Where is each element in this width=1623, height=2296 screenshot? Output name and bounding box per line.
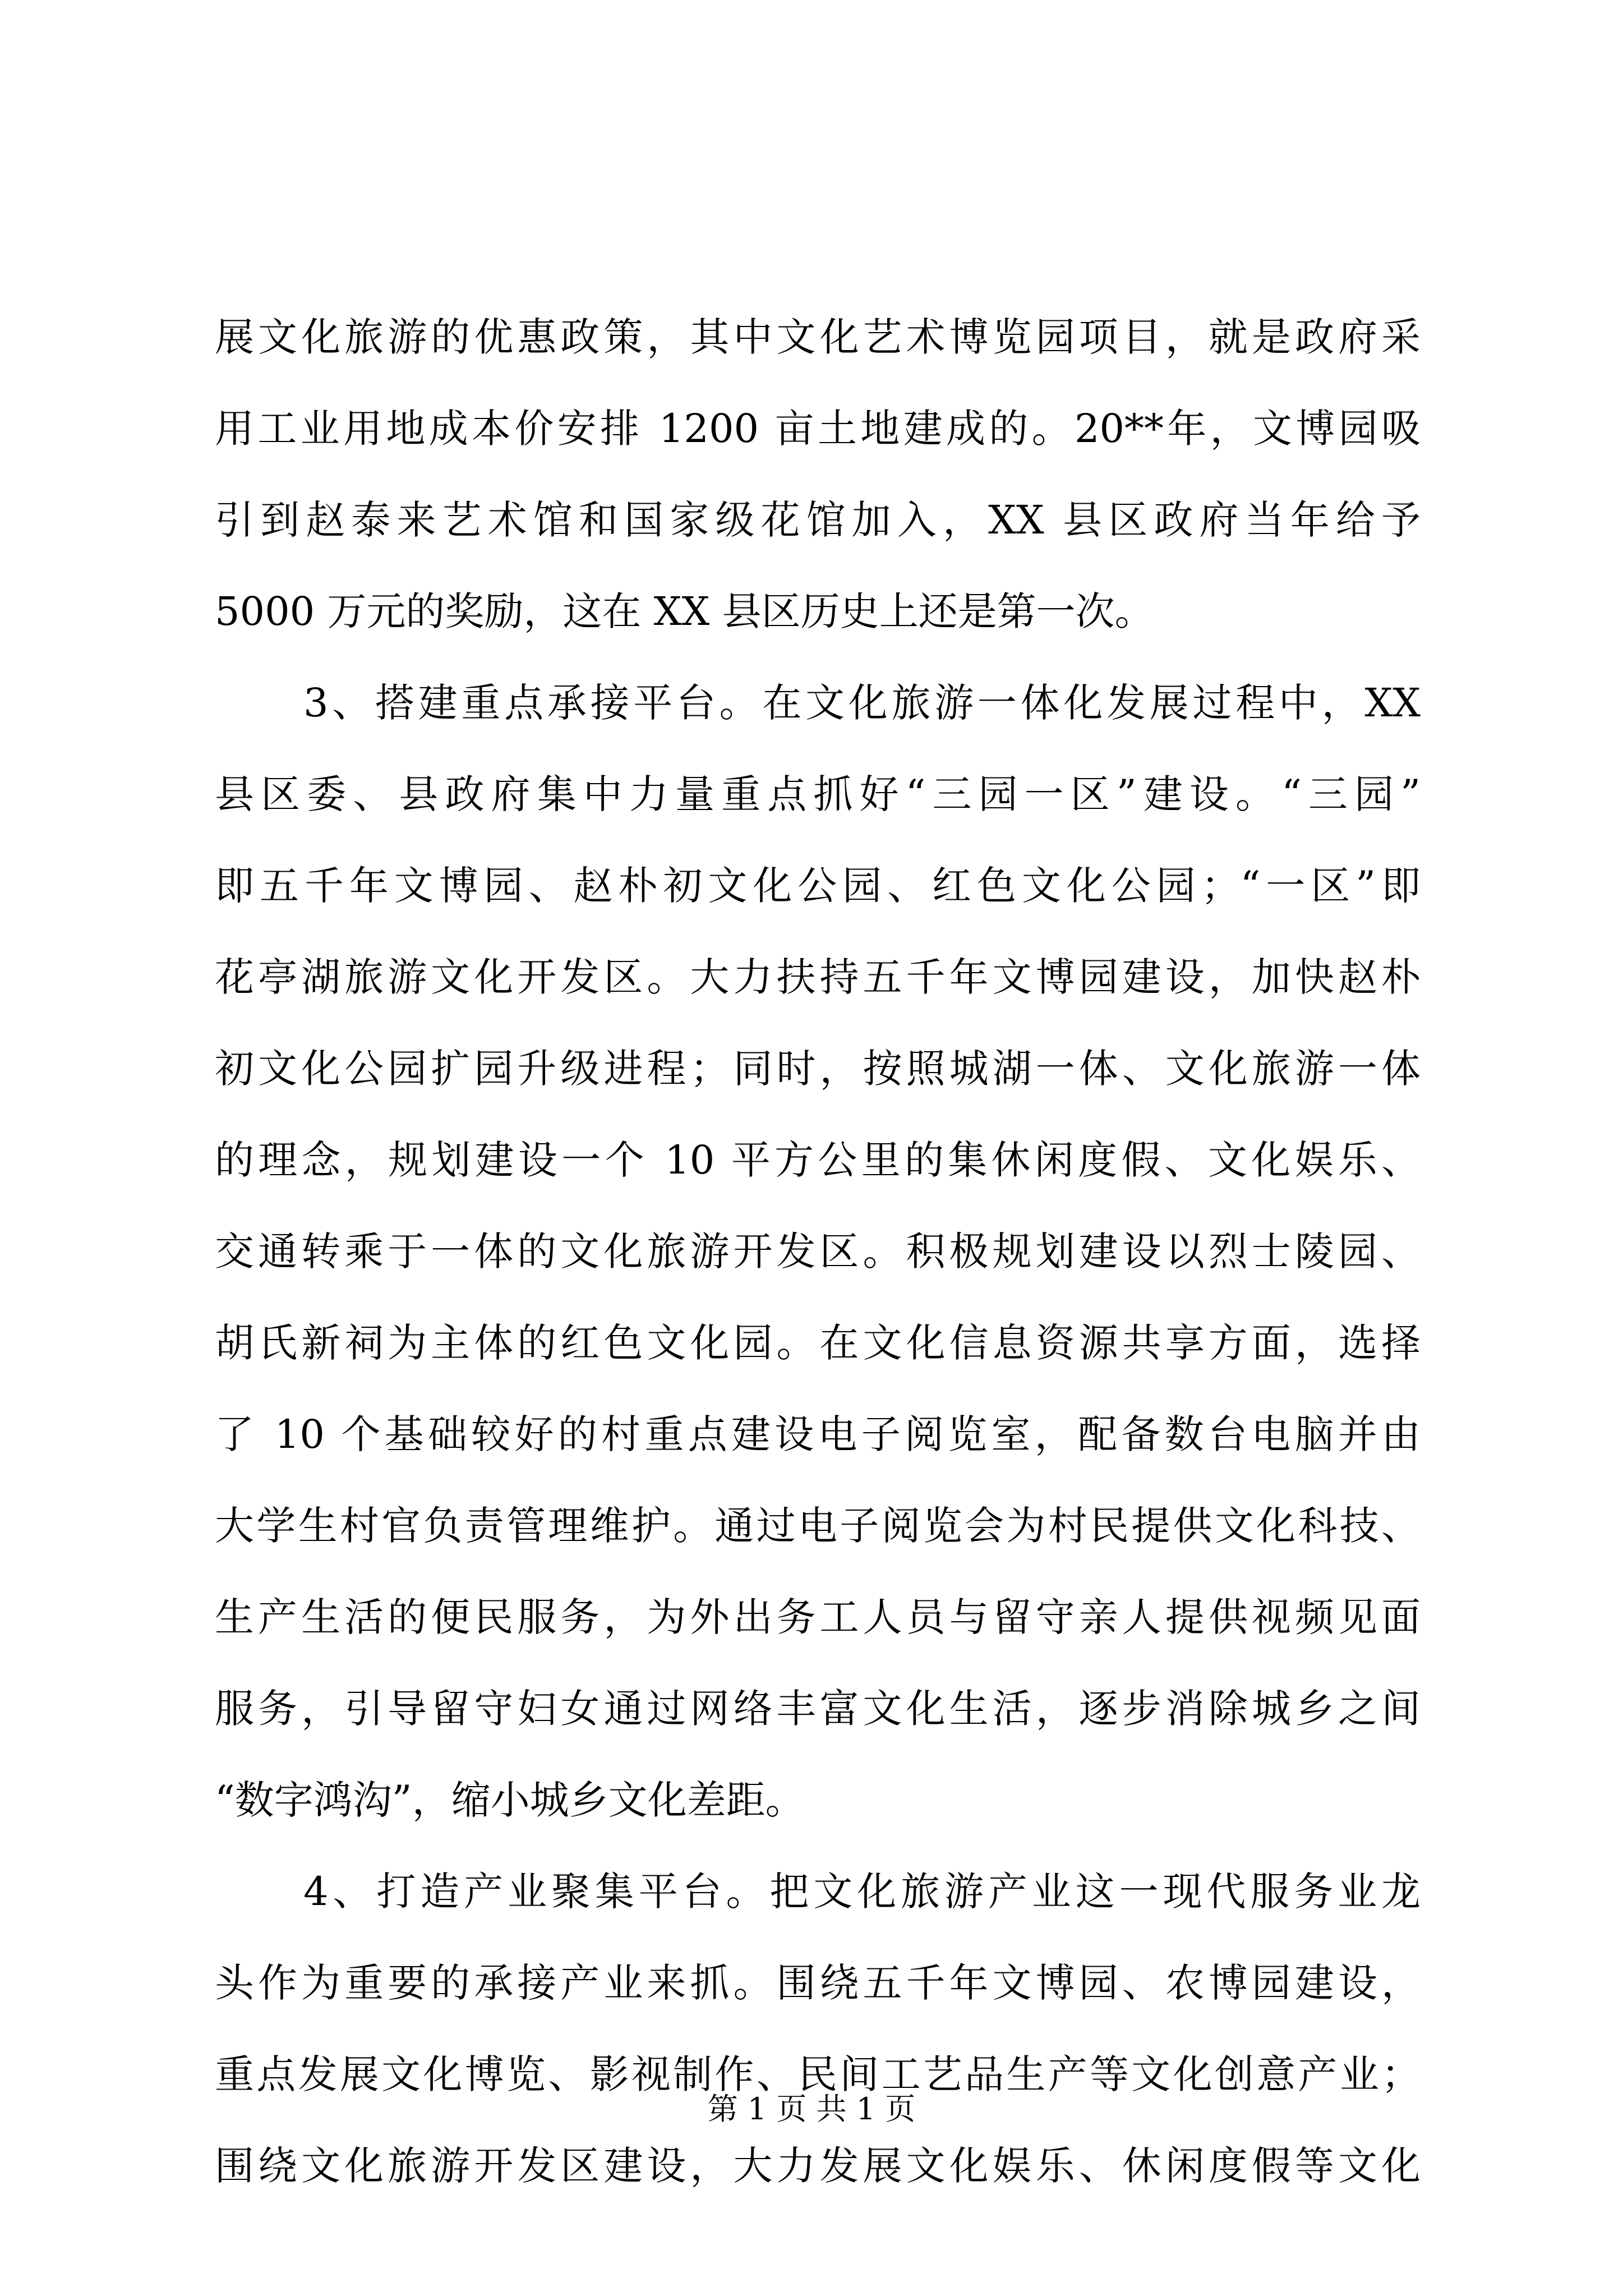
text-line: 的理念，规划建设一个 10 平方公里的集休闲度假、文化娱乐、 [215,1137,1421,1183]
text-line: 生产生活的便民服务，为外出务工人员与留守亲人提供视频见面 [215,1594,1421,1640]
document-body [215,292,1421,2212]
text-line: 大学生村官负责管理维护。通过电子阅览会为村民提供文化科技、 [215,1503,1421,1549]
text-line: 即五千年文博园、赵朴初文化公园、红色文化公园；“一区”即 [215,863,1421,909]
page-footer: 第 1 页 共 1 页 [707,2091,916,2127]
text-line: 用工业用地成本价安排 1200 亩土地建成的。20**年，文博园吸 [215,406,1421,452]
text-line: 头作为重要的承接产业来抓。围绕五千年文博园、农博园建设， [215,1960,1421,2006]
text-line: 了 10 个基础较好的村重点建设电子阅览室，配备数台电脑并由 [215,1411,1421,1457]
text-line: 花亭湖旅游文化开发区。大力扶持五千年文博园建设，加快赵朴 [215,954,1421,1000]
text-line: 重点发展文化博览、影视制作、民间工艺品生产等文化创意产业； [215,2051,1421,2097]
text-line: 服务，引导留守妇女通过网络丰富文化生活，逐步消除城乡之间 [215,1686,1421,1732]
text-line: 交通转乘于一体的文化旅游开发区。积极规划建设以烈士陵园、 [215,1228,1421,1274]
text-line: 县区委、县政府集中力量重点抓好“三园一区”建设。“三园” [215,771,1421,817]
paragraph-4-start: 4、打造产业聚集平台。把文化旅游产业这一现代服务业龙 [303,1869,1421,1915]
text-line: 围绕文化旅游开发区建设，大力发展文化娱乐、休闲度假等文化 [215,2143,1421,2189]
paragraph-3-start: 3、搭建重点承接平台。在文化旅游一体化发展过程中，XX [303,680,1421,726]
text-line: 初文化公园扩园升级进程；同时，按照城湖一体、文化旅游一体 [215,1046,1421,1092]
text-line: 胡氏新祠为主体的红色文化园。在文化信息资源共享方面，选择 [215,1320,1421,1366]
text-line: “数字鸿沟”，缩小城乡文化差距。 [215,1777,805,1823]
text-line: 展文化旅游的优惠政策，其中文化艺术博览园项目，就是政府采 [215,314,1421,360]
text-line: 引到赵泰来艺术馆和国家级花馆加入，XX 县区政府当年给予 [215,497,1421,543]
text-line: 5000 万元的奖励，这在 XX 县区历史上还是第一次。 [215,588,1154,634]
